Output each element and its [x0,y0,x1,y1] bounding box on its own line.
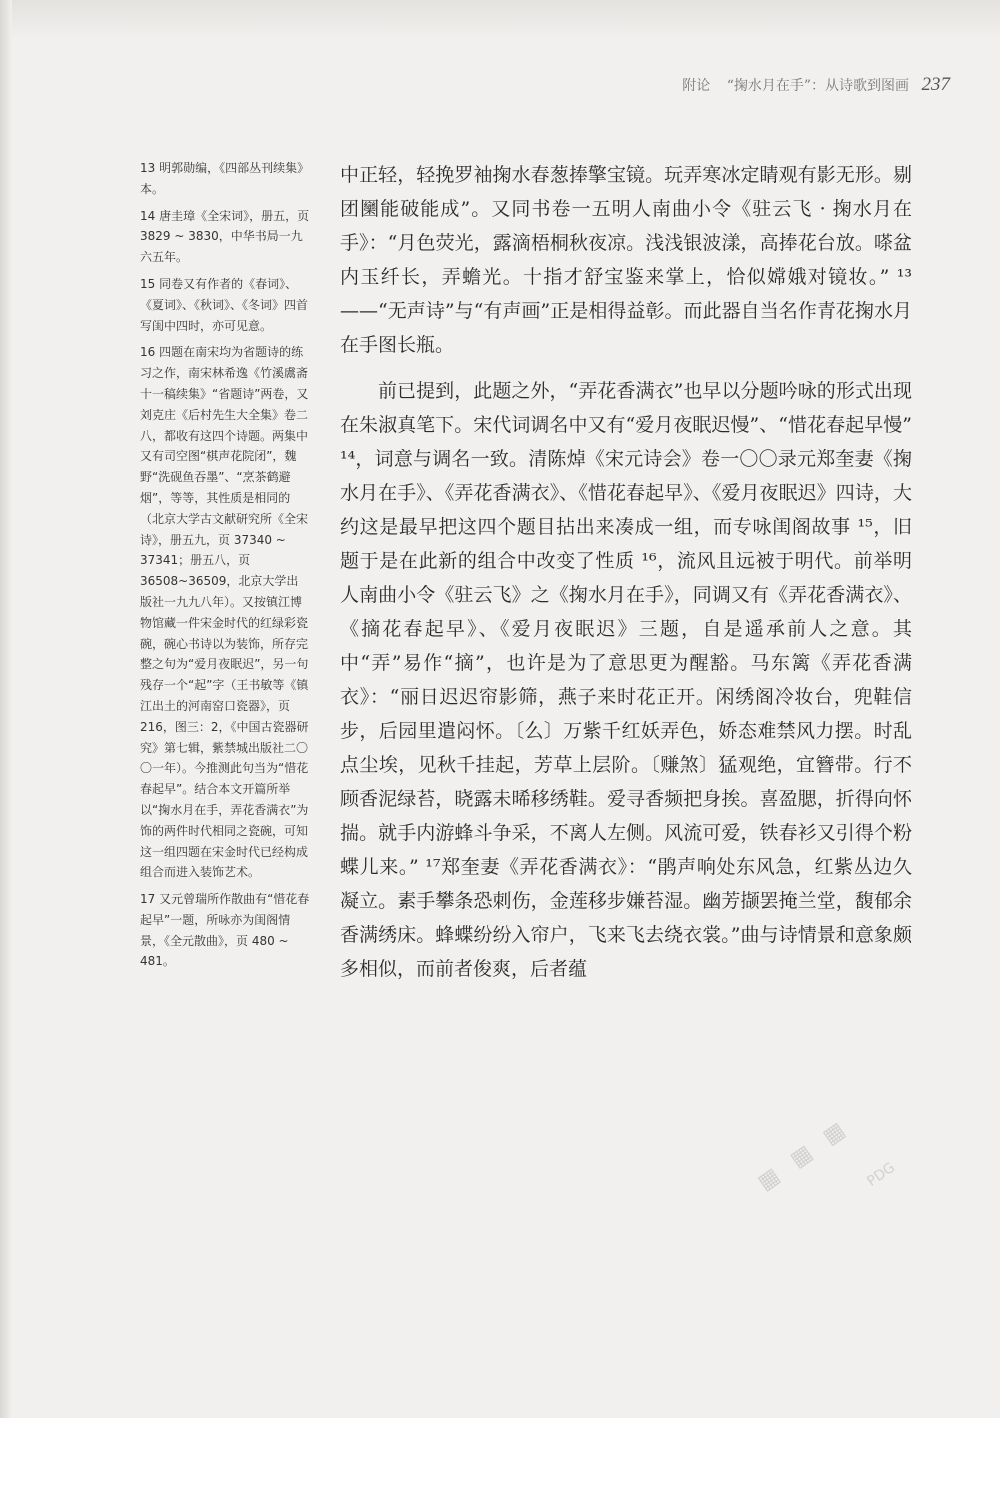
page-number: 237 [921,74,950,95]
watermark-text: PDG [864,1159,899,1190]
footnote-15: 15 同卷又有作者的《春词》、《夏词》、《秋词》、《冬词》四首写闺中四时，亦可见意。 [140,276,309,333]
running-header [600,74,950,100]
footnote-16: 16 四题在南宋均为省题诗的练习之作，南宋林希逸《竹溪鬳斋十一稿续集》“省题诗”两卷，又刘克庄《后村先生大全集》卷二八，都收有这四个诗题。两集中又有司空图“棋声花院闭”，魏野“洗砚鱼吞墨”、“烹茶鹤避烟”，等等，其性质是相同的（北京大学古文献研究所《全宋诗》，册五九，页 37340 ~ 37341；册五八，页 36508~36509，北京大学出版社一九九八年）。又按镇江博物馆藏一件宋金时代的红绿彩瓷碗，碗心书诗以为装饰，所存完整之句为“爱月夜眠迟”，另一句残存一个“起”字（王书敏等《镇江出土的河南窑口瓷器》，页 216，图三：2，《中国古瓷器研究》第七辑，紫禁城出版社二〇〇一年）。今推测此句当为“惜花春起早”。结合本文开篇所举以“掬水月在手，弄花香满衣”为饰的两件时代相同之瓷碗，可知这一组四题在宋金时代已经构成组合而进入装饰艺术。 [140,345,309,880]
blank-margin [0,1418,1000,1510]
header-chapter-title: “掬水月在手”：从诗歌到图画 [726,78,910,94]
main-text [340,158,912,998]
footnote-14: 14 唐圭璋《全宋词》，册五，页 3829 ~ 3830，中华书局一九六五年。 [140,208,310,265]
scan-left-edge [0,0,12,1418]
footnote-column [140,158,310,978]
footnote-17: 17 又元曾瑞所作散曲有“惜花春起早”一题，所咏亦为闺阁情景，《全元散曲》，页 480 ~ 481。 [140,892,310,969]
watermark [753,1072,986,1298]
scan-top-shadow [0,0,1000,40]
body-paragraph-1: 中正轻，轻挽罗袖掬水春葱捧擎宝镜。玩弄寒冰定睛观有影无形。剔团圞能破能成”。又同书卷一五明人南曲小令《驻云飞 · 掬水月在手》：“月色荧光，露滴梧桐秋夜凉。浅浅银波漾，高捧花台放。嗏盆内玉纤长，弄蟾光。十指才舒宝鉴来掌上，恰似嫦娥对镜妆。” ¹³——“无声诗”与“有声画”正是相得益彰。而此器自当名作青花掬水月在手图长瓶。 [340,164,912,356]
footnote-13: 13 明郭勋编，《四部丛刊续集》本。 [140,161,310,196]
watermark-glyphs: ▦ ▦ ▦ [753,1114,855,1196]
header-section: 附论 [682,78,711,94]
body-paragraph-2: 前已提到，此题之外，“弄花香满衣”也早以分题吟咏的形式出现在朱淑真笔下。宋代词调名中又有“爱月夜眠迟慢”、“惜花春起早慢” ¹⁴，词意与调名一致。清陈焯《宋元诗会》卷一〇〇录元郑奎妻《掬水月在手》、《弄花香满衣》、《惜花春起早》、《爱月夜眠迟》四诗，大约这是最早把这四个题目拈出来凑成一组，而专咏闺阁故事 ¹⁵，旧题于是在此新的组合中改变了性质 ¹⁶，流风且远被于明代。前举明人南曲小令《驻云飞》之《掬水月在手》，同调又有《弄花香满衣》、《摘花春起早》、《爱月夜眠迟》三题，自是遥承前人之意。其中“弄”易作“摘”，也许是为了意思更为醒豁。马东篱《弄花香满衣》：“丽日迟迟帘影筛，燕子来时花正开。闲绣阁冷妆台，兜鞋信步，后园里遣闷怀。〔么〕万紫千红妖弄色，娇态难禁风力摆。时乱点尘埃，见秋千挂起，芳草上层阶。〔赚煞〕猛观绝，宜簪带。行不顾香泥绿苔，晓露未晞移绣鞋。爱寻香频把身挨。喜盈腮，折得向怀揣。就手内游蜂斗争采，不离人左侧。风流可爱，铁春衫又引得个粉蝶儿来。” ¹⁷郑奎妻《弄花香满衣》：“鹃声响处东风急，红紫丛边久凝立。素手攀条恐刺伤，金莲移步嫌苔湿。幽芳撷罢掩兰堂，馥郁余香满绣床。蜂蝶纷纷入帘户，飞来飞去绕衣裳。”曲与诗情景和意象颇多相似，而前者俊爽，后者蕴 [340,380,912,980]
